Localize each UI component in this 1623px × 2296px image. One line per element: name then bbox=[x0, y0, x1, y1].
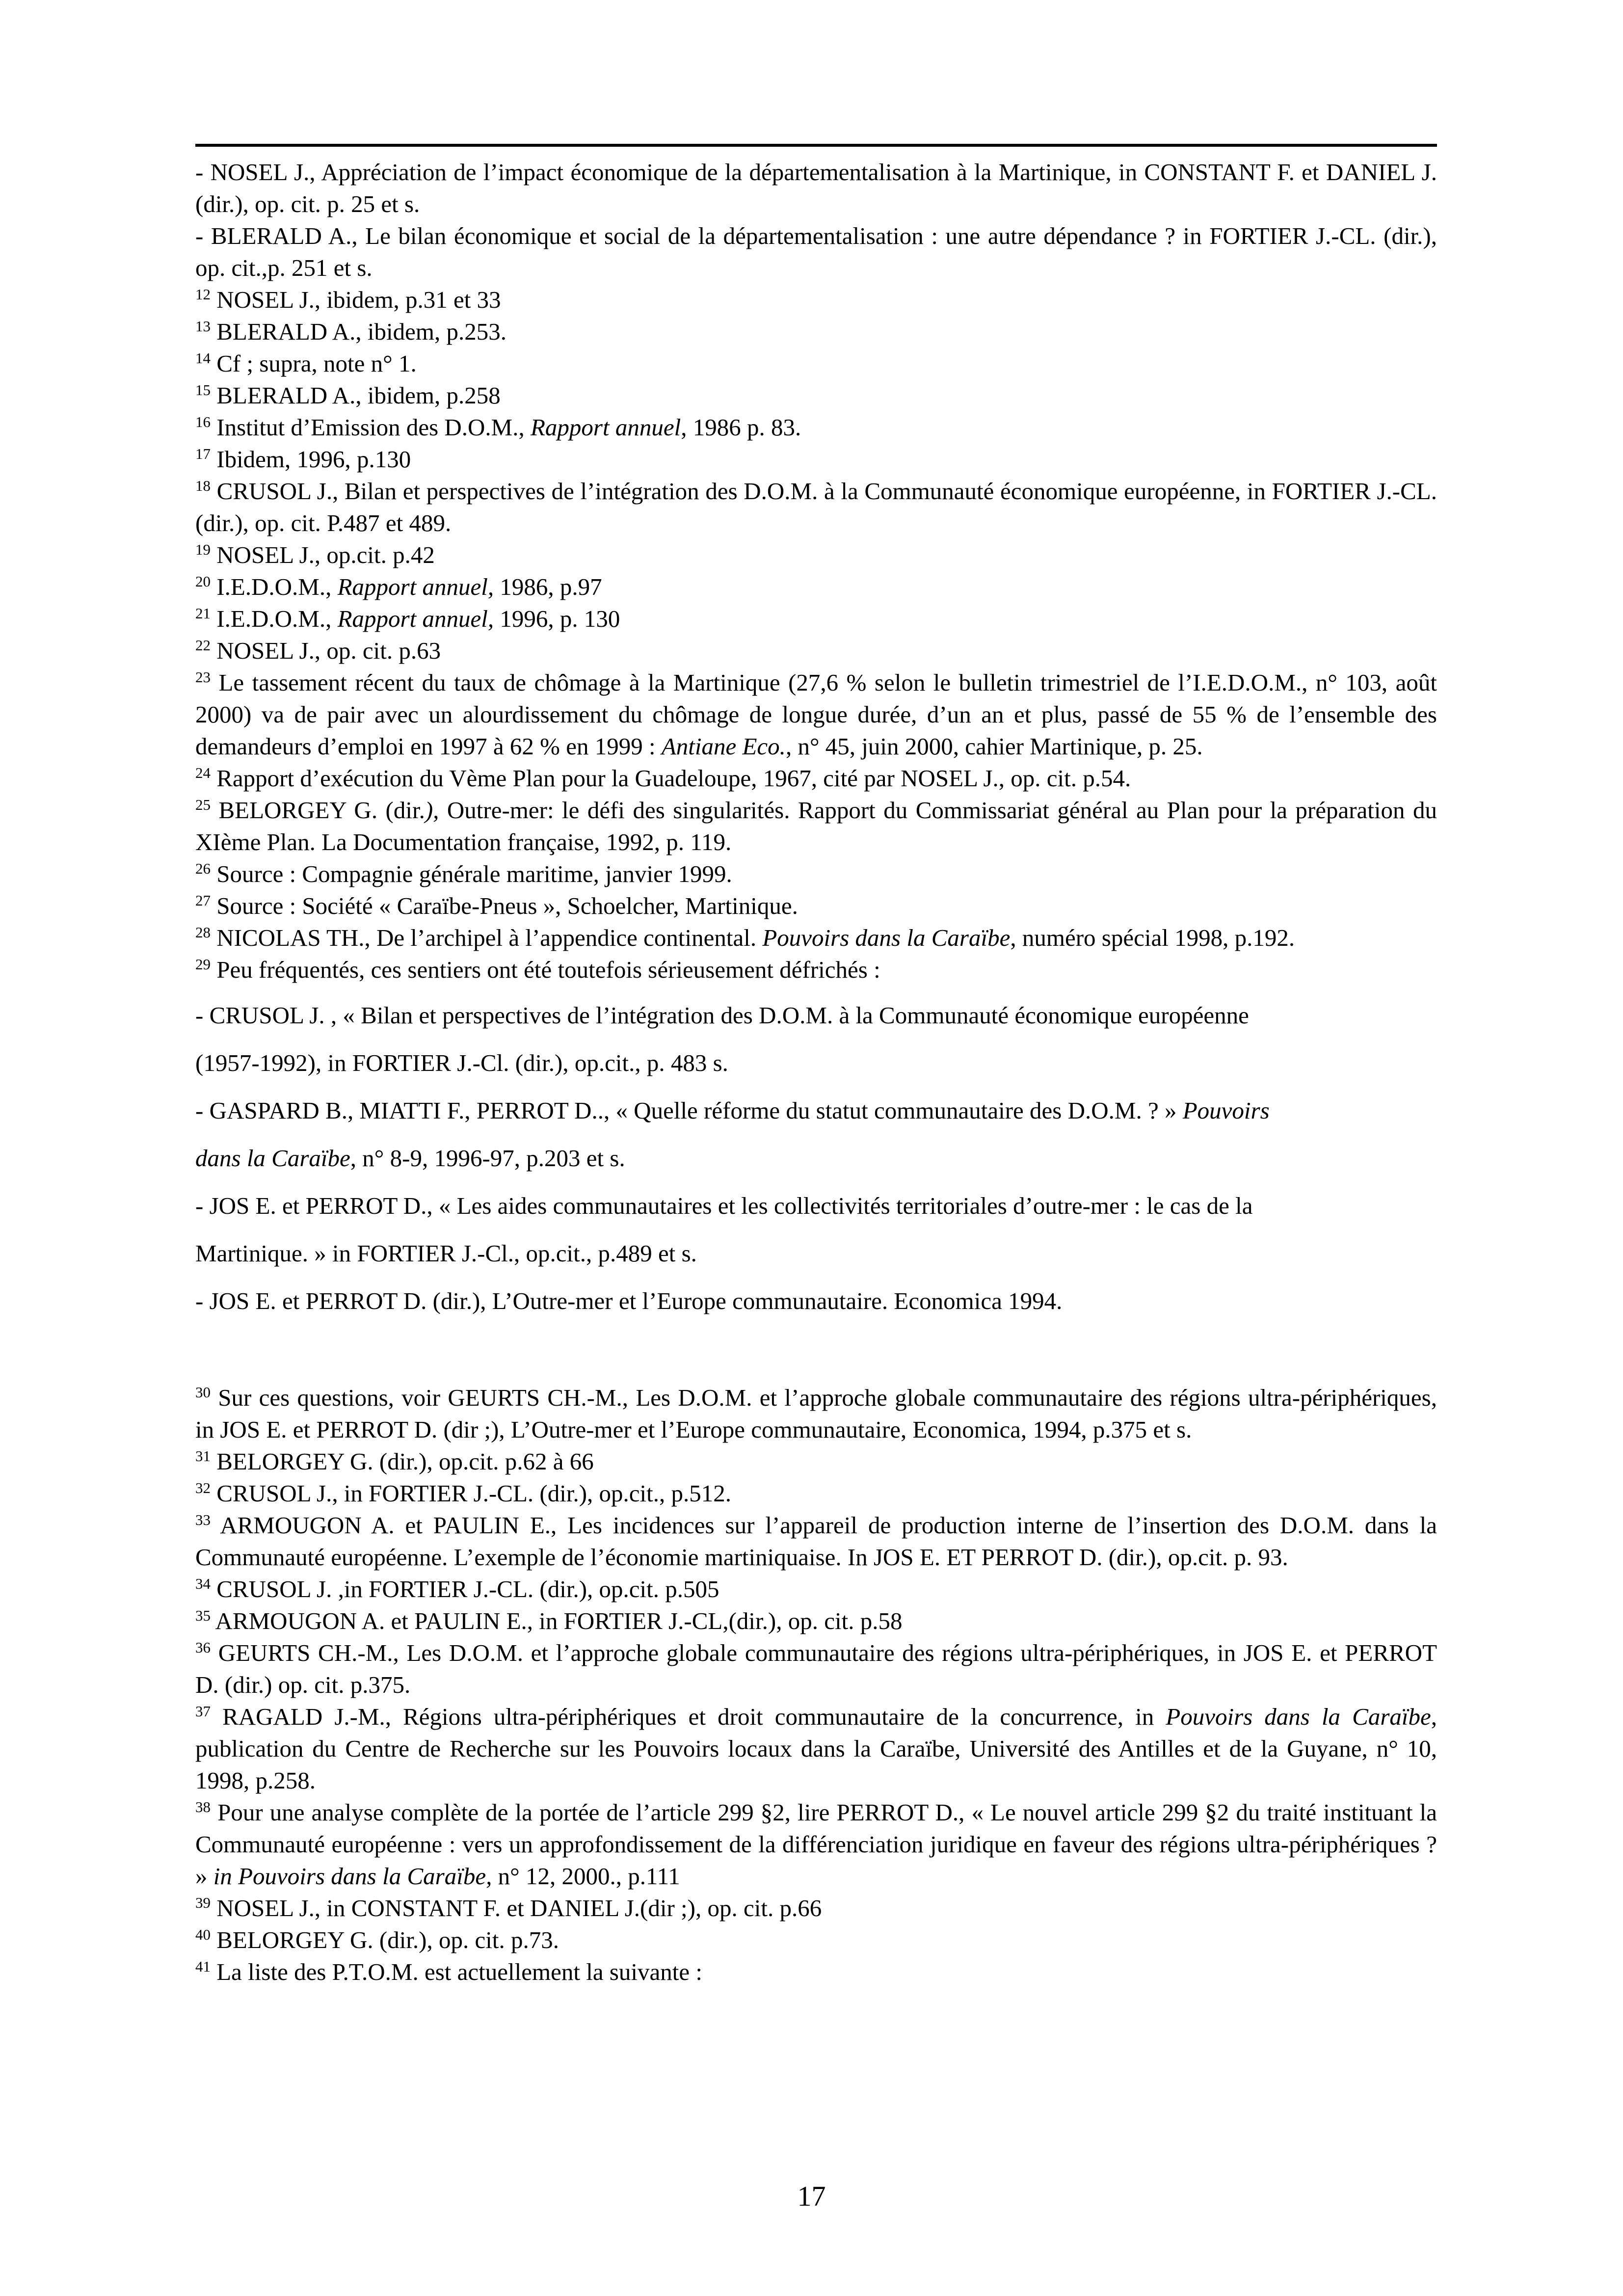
footnote-text: CRUSOL J., Bilan et perspectives de l’intégration des D.O.M. à la Communauté économique européenne, in FORTIER J.-CL. (dir.), op. cit. P.487 et 489. bbox=[195, 478, 1437, 536]
footnote-text: Ibidem, 1996, p.130 bbox=[216, 446, 411, 473]
footnote-text: La liste des P.T.O.M. est actuellement la suivante : bbox=[216, 1958, 702, 1985]
footnote-text: BELORGEY G. (dir.), op. cit. p.73. bbox=[216, 1926, 559, 1953]
footnote-28 bbox=[195, 922, 1437, 954]
footnote-16 bbox=[195, 411, 1437, 443]
footnote-29 bbox=[195, 954, 1437, 986]
footnote-number: 39 bbox=[195, 1894, 211, 1911]
footnote-continuation: - BLERALD A., Le bilan économique et social de la départementalisation : une autre dépendance ? in FORTIER J.-CL. (dir.), op. cit.,p. 251 et s. bbox=[195, 222, 1437, 281]
footnote-text: Le tassement récent du taux de chômage à la Martinique (27,6 % selon le bulletin trimestriel de l’I.E.D.O.M., n° 103, août 2000) va de pair avec un alourdissement du chômage de longue durée, d’un an et plus, passé de 55 % de l’ensemble des demandeurs d’emploi en 1997 à 62 % en 1999 : bbox=[195, 669, 1437, 760]
footnote-14 bbox=[195, 347, 1437, 379]
footnote-23 bbox=[195, 667, 1437, 762]
footnote-21 bbox=[195, 603, 1437, 635]
spacer bbox=[195, 1333, 1437, 1382]
page-number: 17 bbox=[797, 2180, 826, 2212]
footnote-text: n° 12, 2000., p.111 bbox=[492, 1863, 680, 1890]
footnote-number: 38 bbox=[195, 1798, 211, 1815]
footnote-number: 29 bbox=[195, 955, 211, 973]
footnote-text: 1996, p. 130 bbox=[494, 605, 620, 632]
footnote-text: 1986, p.97 bbox=[494, 573, 602, 600]
footnote-text: , n° 45, juin 2000, cahier Martinique, p. 25. bbox=[785, 733, 1203, 760]
footnote-italic-title: Pouvoirs dans la Caraïbe bbox=[1166, 1703, 1431, 1730]
footnote-number: 30 bbox=[195, 1383, 211, 1401]
footnote-text: RAGALD J.-M., Régions ultra-périphériques et droit communautaire de la concurrence, in bbox=[222, 1703, 1166, 1730]
footnote-number: 23 bbox=[195, 668, 211, 686]
footnote-number: 25 bbox=[195, 796, 211, 813]
footnote-italic-title: Rapport annuel bbox=[530, 414, 681, 441]
footnote-number: 28 bbox=[195, 923, 211, 941]
footnote-text: Source : Compagnie générale maritime, janvier 1999. bbox=[216, 860, 732, 887]
reference-text: - JOS E. et PERROT D., « Les aides communautaires et les collectivités territoriales d’outre-mer : le cas de la bbox=[195, 1192, 1253, 1219]
footnote-text: Institut d’Emission des D.O.M., bbox=[216, 414, 531, 441]
footnote-15 bbox=[195, 379, 1437, 411]
footnote-number: 15 bbox=[195, 381, 211, 399]
footnote-number: 19 bbox=[195, 540, 211, 558]
footnote-number: 20 bbox=[195, 572, 211, 590]
footnote-text: Source : Société « Caraïbe-Pneus », Schoelcher, Martinique. bbox=[216, 892, 798, 919]
footnotes-page bbox=[195, 156, 1437, 1988]
reference-line-2 bbox=[195, 1142, 1437, 1174]
footnote-text: Peu fréquentés, ces sentiers ont été toutefois sérieusement défrichés : bbox=[216, 956, 880, 983]
footnote-number: 16 bbox=[195, 413, 211, 430]
footnote-number: 36 bbox=[195, 1638, 211, 1656]
footnote-41 bbox=[195, 1956, 1437, 1988]
footnote-number: 33 bbox=[195, 1511, 211, 1528]
footnote-separator-rule bbox=[195, 144, 1437, 147]
footnote-22 bbox=[195, 635, 1437, 667]
footnote-17 bbox=[195, 443, 1437, 475]
footnote-number: 35 bbox=[195, 1606, 211, 1624]
footnote-27 bbox=[195, 890, 1437, 922]
footnote-26 bbox=[195, 858, 1437, 890]
footnote-text: , publication du Centre de Recherche sur les Pouvoirs locaux dans la Caraïbe, Université des Antilles et de la Guyane, n° 10, 1998, p.258. bbox=[195, 1703, 1437, 1794]
footnotes-group-b bbox=[195, 1382, 1437, 1988]
footnote-number: 13 bbox=[195, 317, 211, 335]
footnote-text: I.E.D.O.M., bbox=[216, 573, 338, 600]
footnote-text: Pour une analyse complète de la portée de l’article 299 §2, lire PERROT D., « Le nouvel article 299 §2 du traité instituant la Communauté européenne : vers un approfondissement de la différenciation juridique en faveur des régions ultra-périphériques ? » bbox=[195, 1799, 1437, 1890]
footnote-text: NOSEL J., op. cit. p.63 bbox=[216, 637, 441, 664]
footnote-number: 14 bbox=[195, 349, 211, 367]
footnote-continuation: - NOSEL J., Appréciation de l’impact économique de la départementalisation à la Martinique, in CONSTANT F. et DANIEL J. (dir.), op. cit. p. 25 et s. bbox=[195, 159, 1437, 217]
footnote-31 bbox=[195, 1445, 1437, 1477]
footnote-number: 18 bbox=[195, 477, 211, 494]
footnote-text: GEURTS CH.-M., Les D.O.M. et l’approche globale communautaire des régions ultra-périphériques, in JOS E. et PERROT D. (dir.) op. cit. p.375. bbox=[195, 1639, 1437, 1698]
footnote-text: Cf ; supra, note n° 1. bbox=[216, 350, 417, 377]
footnote-number: 34 bbox=[195, 1575, 211, 1592]
footnote-text: Outre-mer: le défi des singularités. Rapport du Commissariat général au Plan pour la préparation du XIème Plan. La Documentation française, 1992, p. 119. bbox=[195, 797, 1437, 855]
footnote-text: NOSEL J., ibidem, p.31 et 33 bbox=[216, 286, 501, 313]
footnote-number: 21 bbox=[195, 604, 211, 622]
footnote-text: , 1986 p. 83. bbox=[681, 414, 801, 441]
footnote-text: NOSEL J., op.cit. p.42 bbox=[216, 541, 435, 568]
reference-text: - CRUSOL J. , « Bilan et perspectives de l’intégration des D.O.M. à la Communauté économique européenne bbox=[195, 1002, 1249, 1029]
footnote-text: CRUSOL J. ,in FORTIER J.-CL. (dir.), op.cit. p.505 bbox=[216, 1575, 719, 1602]
footnote-text: Sur ces questions, voir GEURTS CH.-M., Les D.O.M. et l’approche globale communautaire des régions ultra-périphériques, in JOS E. et PERROT D. (dir ;), L’Outre-mer et l’Europe communautaire, Economica, 1994, p.375 et s. bbox=[195, 1384, 1437, 1443]
footnote-number: 26 bbox=[195, 859, 211, 877]
reference-item bbox=[195, 1285, 1437, 1317]
footnote-number: 22 bbox=[195, 636, 211, 654]
footnote-24 bbox=[195, 762, 1437, 794]
footnote-text: NICOLAS TH., De l’archipel à l’appendice continental. bbox=[216, 924, 763, 951]
reference-text: (1957-1992), in FORTIER J.-Cl. (dir.), op.cit., p. 483 s. bbox=[195, 1049, 728, 1076]
footnote-25 bbox=[195, 794, 1437, 858]
reference-text: Martinique. » in FORTIER J.-Cl., op.cit., p.489 et s. bbox=[195, 1240, 697, 1267]
footnote-italic-title: Rapport annuel, bbox=[337, 605, 494, 632]
footnote-13 bbox=[195, 316, 1437, 347]
footnote-19 bbox=[195, 539, 1437, 571]
footnote-text: Rapport d’exécution du Vème Plan pour la Guadeloupe, 1967, cité par NOSEL J., op. cit. p.54. bbox=[216, 765, 1131, 792]
footnote-39 bbox=[195, 1892, 1437, 1924]
footnote-text: ARMOUGON A. et PAULIN E., Les incidences sur l’appareil de production interne de l’insertion des D.O.M. dans la Communauté européenne. L’exemple de l’économie martiniquaise. In JOS E. ET PERROT D. (dir.), op.cit. p. 93. bbox=[195, 1512, 1437, 1571]
footnote-40 bbox=[195, 1924, 1437, 1956]
footnote-text: BLERALD A., ibidem, p.258 bbox=[216, 382, 501, 409]
footnote-30 bbox=[195, 1382, 1437, 1445]
reference-text: , n° 8-9, 1996-97, p.203 et s. bbox=[350, 1145, 625, 1172]
reference-title-italic: Pouvoirs bbox=[1182, 1097, 1270, 1124]
footnote-italic-title: in Pouvoirs dans la Caraïbe, bbox=[213, 1863, 492, 1890]
footnote-number: 24 bbox=[195, 764, 211, 781]
footnote-text: I.E.D.O.M., bbox=[216, 605, 338, 632]
footnote-italic-title: Rapport annuel, bbox=[337, 573, 494, 600]
footnote-italic-title: ), bbox=[425, 797, 439, 824]
reference-text: - JOS E. et PERROT D. (dir.), L’Outre-mer et l’Europe communautaire. Economica 1994. bbox=[195, 1287, 1063, 1314]
footnote-38 bbox=[195, 1796, 1437, 1892]
reference-title-italic: dans la Caraïbe bbox=[195, 1145, 350, 1172]
footnote-text: BELORGEY G. (dir.), op.cit. p.62 à 66 bbox=[216, 1448, 594, 1475]
footnote-18 bbox=[195, 475, 1437, 539]
footnote-text: , numéro spécial 1998, p.192. bbox=[1010, 924, 1295, 951]
footnote-number: 12 bbox=[195, 285, 211, 303]
footnote-36 bbox=[195, 1637, 1437, 1701]
footnote-33 bbox=[195, 1509, 1437, 1573]
footnote-number: 27 bbox=[195, 891, 211, 909]
footnote-number: 40 bbox=[195, 1925, 211, 1943]
footnote-italic-title: Antiane Eco. bbox=[661, 733, 786, 760]
footnote-text: BLERALD A., ibidem, p.253. bbox=[216, 318, 506, 345]
footnote-20 bbox=[195, 571, 1437, 603]
footnote-italic-title: Pouvoirs dans la Caraïbe bbox=[762, 924, 1011, 951]
footnote-34 bbox=[195, 1573, 1437, 1605]
footnote-number: 32 bbox=[195, 1479, 211, 1496]
reference-text: - GASPARD B., MIATTI F., PERROT D.., « Quelle réforme du statut communautaire des D.O.M. ? » bbox=[195, 1097, 1183, 1124]
footnote-35 bbox=[195, 1605, 1437, 1637]
reference-item bbox=[195, 999, 1437, 1079]
note-29-reference-list bbox=[195, 999, 1437, 1317]
reference-item bbox=[195, 1190, 1437, 1269]
footnote-number: 41 bbox=[195, 1957, 211, 1975]
footnote-text: BELORGEY G. (dir. bbox=[218, 797, 425, 824]
footnote-text: CRUSOL J., in FORTIER J.-CL. (dir.), op.cit., p.512. bbox=[216, 1480, 732, 1507]
footnote-12 bbox=[195, 284, 1437, 316]
footnotes-group-a bbox=[195, 284, 1437, 986]
footnote-text: NOSEL J., in CONSTANT F. et DANIEL J.(dir ;), op. cit. p.66 bbox=[216, 1895, 822, 1922]
footnote-number: 17 bbox=[195, 445, 211, 462]
reference-item bbox=[195, 1095, 1437, 1174]
footnote-number: 37 bbox=[195, 1702, 211, 1720]
footnote-text: ARMOUGON A. et PAULIN E., in FORTIER J.-CL,(dir.), op. cit. p.58 bbox=[215, 1607, 903, 1634]
footnote-number: 31 bbox=[195, 1447, 211, 1465]
footnote-37 bbox=[195, 1701, 1437, 1796]
footnote-32 bbox=[195, 1477, 1437, 1509]
